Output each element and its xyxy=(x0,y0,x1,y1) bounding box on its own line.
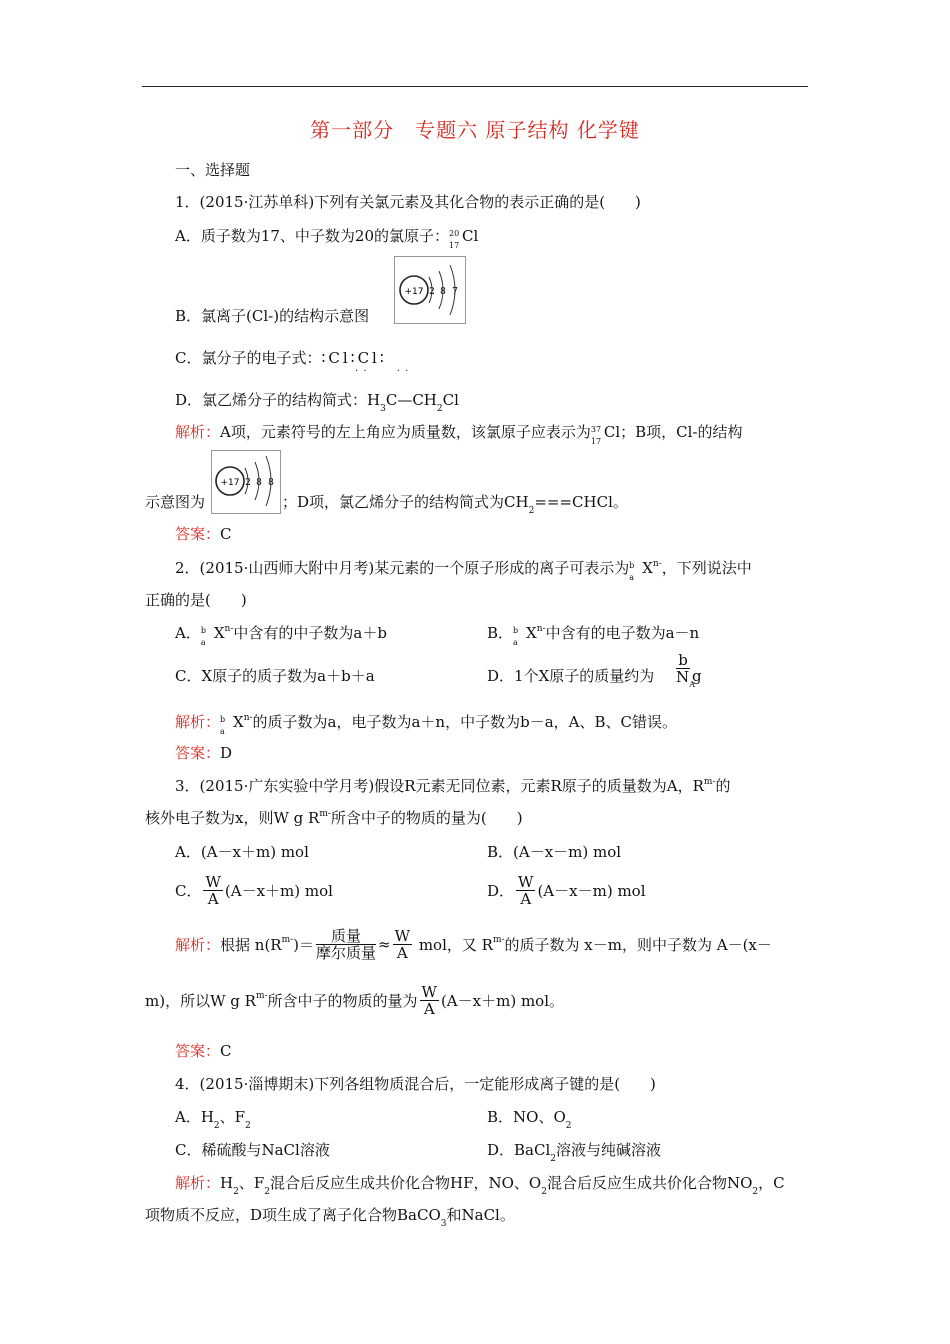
q2-answer: 答案：D xyxy=(175,744,233,762)
q4-stem: 4．(2015·淄博期末)下列各组物质混合后，一定能形成离子键的是( ) xyxy=(175,1075,656,1093)
q3-option-c: C． $\frac{W}{A}$ (A－x＋m) mol xyxy=(175,873,333,908)
q2-option-d-fraction: b $N_A$ xyxy=(676,651,695,689)
nucleus-label: +17 xyxy=(404,287,424,297)
q1-analysis-line2-right: ；D项，氯乙烯分子的结构简式为$CH_2===CHCl$。 xyxy=(282,493,628,516)
q4-analysis-line2: 项物质不反应，D项生成了离子化合物BaCO$_3$和NaCl。 xyxy=(145,1206,515,1229)
chloride-ion-diagram-analysis xyxy=(211,450,281,514)
q2-option-c: C．X原子的质子数为a＋b＋a xyxy=(175,667,375,685)
q4-analysis-line1: 解析：$H_2$、$F_2$混合后反应生成共价化合物HF，NO、$O_2$混合后反应生成共价化合物$NO_2$，C xyxy=(175,1174,785,1197)
svg-text:+17: +17 xyxy=(220,478,240,488)
q3-answer: 答案：C xyxy=(175,1042,232,1060)
q3-analysis-line1: 解析：根据 $n(R^{m-})=$ $\frac{\text{质量}}{\text{摩尔质量}}$ ≈ $\frac{W}{A}$ mol，又 $R^{m-}$的质子数为 x－m，则中子数为 A－(x－ xyxy=(175,927,772,962)
chloride-ion-diagram xyxy=(394,256,466,324)
q3-stem-line2: 核外电子数为x，则W g $R^{m-}$所含中子的物质的量为( ) xyxy=(145,809,523,827)
q1-answer: 答案：C xyxy=(175,525,232,543)
q3-option-b: B．(A－x－m) mol xyxy=(487,843,622,861)
svg-text:7: 7 xyxy=(452,287,458,297)
q4-option-d: D．BaCl$_2$溶液与纯碱溶液 xyxy=(487,1141,662,1164)
q1-option-c: C．氯分子的电子式：∶Cl∶Cl∶ xyxy=(175,349,387,367)
q4-option-c: C．稀硫酸与NaCl溶液 xyxy=(175,1141,330,1159)
q2-option-d: D．1个X原子的质量约为 xyxy=(487,667,655,685)
q2-stem-line1: 2．(2015·山西师大附中月考)某元素的一个原子形成的离子可表示为 b a $X^{n-}$，下列说法中 xyxy=(175,559,752,582)
q1-analysis-line2-left: 示意图为 xyxy=(145,493,206,511)
q2-option-d-unit: g xyxy=(692,667,702,685)
svg-text:8: 8 xyxy=(440,287,446,297)
q2-stem-line2: 正确的是( ) xyxy=(145,591,247,609)
electron-dots: · · · · xyxy=(355,366,410,377)
electron-formula: ∶Cl∶Cl∶ xyxy=(321,349,387,367)
q1-option-b: B．氯离子(Cl-)的结构示意图 xyxy=(175,307,370,325)
svg-text:2: 2 xyxy=(429,287,435,297)
q4-option-a: A．$H_2$、$F_2$ xyxy=(175,1108,251,1131)
page-title: 第一部分 专题六 原子结构 化学键 xyxy=(310,118,640,142)
svg-text:2: 2 xyxy=(245,478,251,488)
q3-option-a: A．(A－x＋m) mol xyxy=(175,843,309,861)
svg-text:8: 8 xyxy=(256,478,262,488)
q1-analysis-line1: 解析：A项，元素符号的左上角应为质量数，该氯原子应表示为 37 17 Cl；B项，Cl-的结构 xyxy=(175,423,743,446)
q1-option-a: A．质子数为17、中子数为20的氯原子： 20 17 Cl xyxy=(175,227,479,250)
q3-analysis-line2: m)，所以W g $R^{m-}$所含中子的物质的量为 $\frac{W}{A}$ (A－x＋m) mol。 xyxy=(145,983,564,1018)
q2-analysis: 解析： b a $X^{n-}$的质子数为a，电子数为a＋n，中子数为b－a，A、B、C错误。 xyxy=(175,713,677,736)
isotope-notation: 20 17 xyxy=(449,229,460,250)
q4-option-b: B．NO、$O_2$ xyxy=(487,1108,572,1131)
q3-option-d: D． $\frac{W}{A}$ (A－x－m) mol xyxy=(487,873,646,908)
q1-option-d: D．氯乙烯分子的结构简式：$H_3C—CH_2Cl$ xyxy=(175,391,459,414)
header-rule xyxy=(142,86,808,87)
svg-text:8: 8 xyxy=(268,478,274,488)
q2-option-a: A． b a $X^{n-}$中含有的中子数为a＋b xyxy=(175,624,387,647)
section-heading: 一、选择题 xyxy=(175,161,251,179)
q1-stem: 1．(2015·江苏单科)下列有关氯元素及其化合物的表示正确的是( ) xyxy=(175,193,641,211)
q3-stem-line1: 3．(2015·广东实验中学月考)假设R元素无同位素，元素R原子的质量数为A，$R^{m-}$的 xyxy=(175,777,731,795)
q2-option-b: B． b a $X^{n-}$中含有的电子数为a－n xyxy=(487,624,700,647)
